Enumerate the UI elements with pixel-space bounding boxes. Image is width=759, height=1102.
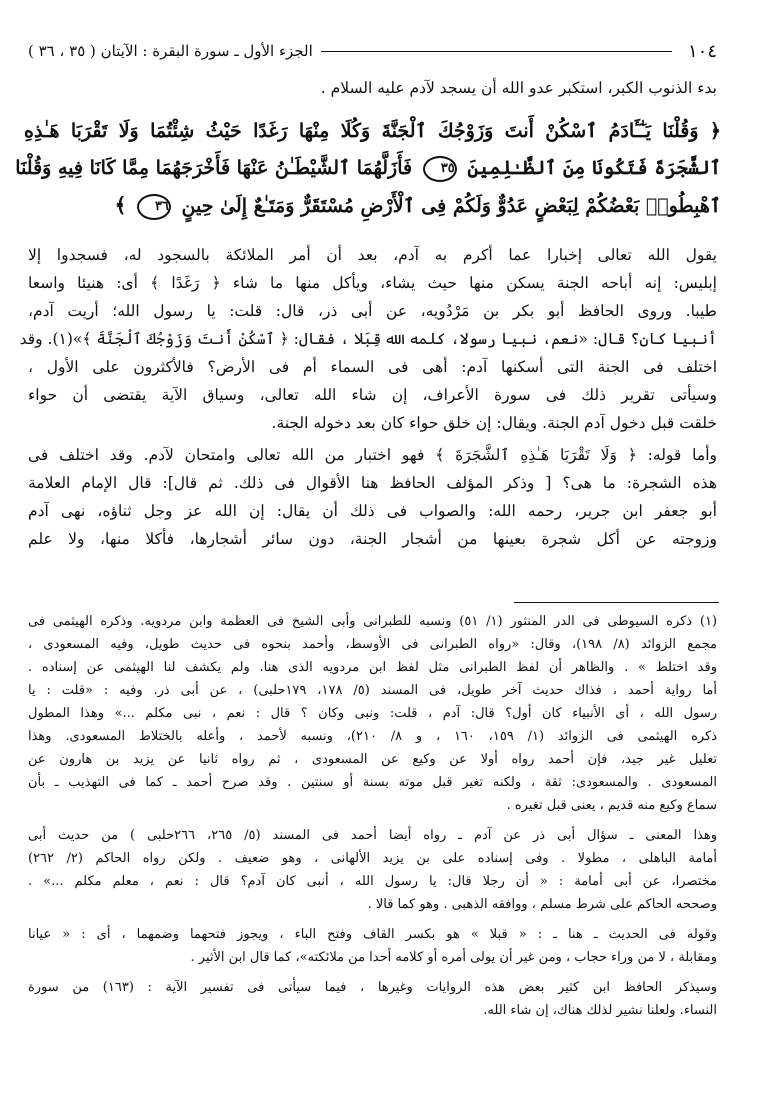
running-title: الجزء الأول ـ سورة البقرة : الآيتان ( ٣٥ ، ٣٦ )	[28, 42, 313, 60]
verse-line-3-part-a: ٱهْبِطُوا۟ بَعْضُكُمْ لِبَعْضٍ عَدُوٌّ وَلَكُمْ فِى ٱلْأَرْضِ مُسْتَقَرٌّ وَمَتَـٰعٌ إِلَىٰ حِينٍ	[181, 195, 721, 217]
verse-number-marker: ٣٥	[423, 156, 457, 182]
verse-number-marker: ٣٦	[137, 194, 171, 220]
body-line: هذه الشجرة: ما هى؟ [ وذكر المؤلف الحافظ هنا الأقوال فى ذلك. ثم قال]: قال الإمام العلامة	[28, 474, 717, 492]
verse-closing-bracket: ﴾	[114, 193, 127, 217]
footnote-line: تعليل غير جيد، فإن أحمد رواه أولا عن وكيع عن المسعودى ، ثم رواه ثانيا عن يزيد بن هارون عن	[28, 752, 717, 767]
footnote-line: وسيذكر الحافظ ابن كثير بعض هذه الروايات وغيرها ، فيما سيأتى فى تفسير الآية : (١٦٣) من سورة	[28, 980, 717, 995]
verse-line-1: ﴿ وَقُلْنَا يَـٰٓـَٔادَمُ ٱسْكُنْ أَنتَ وَزَوْجُكَ ٱلْجَنَّةَ وَكُلَا مِنْهَا رَغَدًا حَيْثُ شِئْتُمَا وَلَا تَقْرَبَا هَـٰذِهِ	[24, 120, 721, 142]
body-line: طيبا. وروى الحافظ أبو بكر بن مَرْدُويه، عن أبى ذر، قال: قلت: يا رسول الله؛ أريت آدم،	[28, 302, 717, 320]
verse-line-3	[24, 187, 721, 224]
footnote-line: ذكره الهيثمى فى الزوائد (١/ ١٥٩، ١٦٠ ، و ٨/ ٢١٠)، ونسبه لأحمد ، وأعله بالختلاط المسعودى. وهذا	[28, 729, 718, 744]
body-line: وسيأتى تقرير ذلك فى سورة الأعراف، إن شاء الله تعالى، وسياق الآية يقتضى أن حواء	[28, 386, 717, 404]
footnote-line: مجمع الزوائد (٨/ ١٩٨)، وقال: «رواه الطبرانى فى الأوسط، وأحمد بنحوه فى حديث طويل، وفيه المسعودى ،	[28, 637, 717, 652]
footnote-line: وهذا المعنى ـ سؤال أبى ذر عن آدم ـ رواه أيضا أحمد فى المسند (٥/ ٢٦٥، ٢٦٦حلبى ) من حديث أبى	[28, 828, 718, 843]
page-number: ١٠٤	[687, 40, 717, 62]
body-line: خلقت قبل دخول آدم الجنة. ويقال: إن خلق حواء كان بعد دخوله الجنة.	[271, 414, 717, 432]
running-header	[28, 38, 717, 64]
footnote-line: مختصرا، عن أبى أمامة : « أن رجلا قال: يا رسول الله ، أنبى كان آدم؟ قال : نعم ، معلم مكلم ...» .	[28, 874, 717, 889]
footnote-line: أما رواية أحمد ، فذاك حديث آخر طويل، فى المسند (٥/ ١٧٨، ١٧٩حلبى) ، عن أبى ذر. وفيه : «قلت : يا	[28, 683, 718, 698]
body-line: أبو جعفر ابن جرير، رحمه الله: والصواب فى ذلك أن يقال: إن الله عز وجل ثناؤه، نهى آدم	[28, 502, 717, 520]
footnote-separator	[514, 602, 719, 603]
header-rule	[321, 51, 672, 52]
footnote-line: أمامة الباهلى ، مطولا . وفى إسناده على بن يزيد الألهانى ، وهو ضعيف . ولكن رواه الحاكم (٢/ ٢٦٢)	[28, 851, 717, 866]
footnote-line: سماع وكيع منه قديم ، يعنى قبل تغيره .	[506, 798, 717, 813]
body-line: اختلف فى الجنة التى أسكنها آدم: أهى فى السماء أم فى الأرض؟ فالأكثرون على الأول ،	[28, 358, 717, 376]
verse-line-2	[15, 150, 721, 186]
footnote-line: النساء. ولعلنا نشير لذلك هناك، إن شاء الله.	[483, 1003, 717, 1018]
footnote-line: رسول الله ، أى الأنبياء كان أول؟ قال: آدم ، قلت: ونبى وكان ؟ قال : نعم ، نبى مكلم ...» وهذا المطول	[28, 706, 717, 721]
footnote-line: (١) ذكره السيوطى فى الدر المنثور (١/ ٥١) ونسبه للطبرانى وأبى الشيخ فى العظمة وابن مردويه. وذكره الهيثمى فى	[28, 614, 718, 629]
body-line: وأما قوله: ﴿ وَلَا تَقْرَبَا هَـٰذِهِ ٱلشَّجَرَةَ ﴾ فهو اختبار من الله تعالى وامتحان لآدم. وقد اختلف فى	[28, 446, 717, 464]
body-line: يقول الله تعالى إخبارا عما أكرم به آدم، بعد أن أمر الملائكة بالسجود له، فسجدوا إلا	[28, 246, 717, 264]
footnote-line: وقد اختلط » . والظاهر أن لفظ الطبرانى مثل لفظ ابن مردويه الذى هنا. ولم يكشف لنا الهيثمى عن إسناده .	[28, 660, 717, 675]
body-line: وزوجته عن أكل شجرة بعينها من أشجار الجنة، دون سائر أشجارها، فأكلا منها، ولا علم	[28, 530, 717, 548]
intro-line: بدء الذنوب الكبر، استكبر عدو الله أن يسجد لآدم عليه السلام .	[320, 79, 717, 97]
footnote-line: وقوله فى الحديث ـ هنا ـ : « قبلا » هو بكسر القاف وفتح الباء ، ويجوز فتحهما وضمهما ، أى : « عيانا	[28, 927, 717, 942]
footnote-line: المسعودى . والمسعودى: ثقة ، ولكنه تغير قبل موته بسنة أو سنتين . وقد صرح أحمد ـ كما فى التهذيب ـ بأن	[28, 775, 717, 790]
footnote-line: ومقابلة ، لا من وراء حجاب ، ومن غير أن يولى أمره أو كلامه أحدا من ملائكته»، كما قال ابن الأثير .	[190, 950, 717, 965]
verse-line-2-part-a: ٱلشَّجَرَةَ فَتَكُونَا مِنَ ٱلظَّـٰلِمِينَ	[467, 157, 721, 179]
body-line: أنبيا كان؟ قال: «نعم، نبيا رسولا، كلمه الله قِبَلا ، فقال: ﴿ ٱسْكُنْ أَنتَ وَزَوْجُكَ ٱلْجَنَّةَ ﴾»(١). وقد	[19, 330, 717, 348]
verse-line-2-part-b: فَأَزَلَّهُمَا ٱلشَّيْطَـٰنُ عَنْهَا فَأَخْرَجَهُمَا مِمَّا كَانَا فِيهِ وَقُلْنَا	[15, 157, 413, 179]
body-line: إبليس: إنه أباحه الجنة يسكن منها حيث يشاء، ويأكل منها ما شاء ﴿ رَغَدًا ﴾ أى: هنيئا واسعا	[28, 274, 717, 292]
footnote-line: وصححه الحاكم على شرط مسلم ، ووافقه الذهبى . وهو كما قالا .	[367, 897, 717, 912]
